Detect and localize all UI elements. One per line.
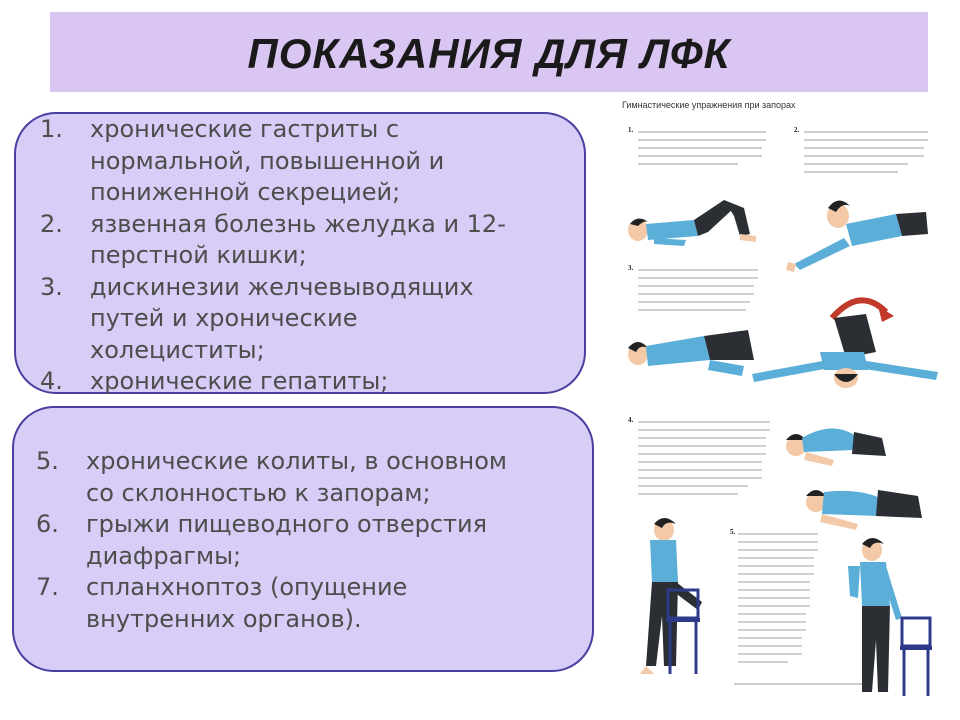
item-line: перстной кишки; <box>90 241 307 269</box>
exercise-twist-figure-icon <box>786 194 936 274</box>
exercise-kneel-figure-icon <box>802 474 932 534</box>
exercise-illustration <box>598 98 946 712</box>
item-line: грыжи пищеводного отверстия <box>86 510 488 538</box>
item-line: диафрагмы; <box>86 541 242 570</box>
step-4-caption: 4. <box>628 416 634 424</box>
item-line: холециститы; <box>90 335 265 364</box>
item-number: 6. <box>36 510 59 538</box>
item-line: дискинезии желчевыводящих <box>90 272 474 301</box>
item-number: 4. <box>40 367 63 395</box>
list-item <box>36 509 556 572</box>
item-line: спланхноптоз (опущение <box>86 573 408 601</box>
item-line: хронические колиты, в основном <box>86 447 507 475</box>
item-line: хронические гастриты с <box>90 115 400 143</box>
list-item <box>40 209 550 272</box>
exercise-kneel-figure-icon <box>782 416 892 466</box>
step-1-caption: 1. <box>628 126 634 134</box>
item-line: нормальной, повышенной и <box>90 146 445 175</box>
item-line: путей и хронические <box>90 304 358 332</box>
step-5-caption: 5. <box>730 528 736 536</box>
item-line: пониженной секрецией; <box>90 178 401 206</box>
list-item <box>40 114 550 209</box>
chair-icon <box>898 616 938 700</box>
list-item <box>36 572 556 635</box>
item-number: 3. <box>40 272 63 301</box>
exercise-twist-figure-icon <box>748 312 942 392</box>
item-line: внутренних органов). <box>86 604 362 633</box>
item-number: 1. <box>40 115 63 143</box>
item-line: язвенная болезнь желудка и 12- <box>90 209 506 238</box>
page-title: ПОКАЗАНИЯ ДЛЯ ЛФК <box>247 30 731 77</box>
list-item <box>36 446 556 509</box>
title-banner <box>50 12 928 92</box>
item-number: 2. <box>40 209 63 238</box>
list-item <box>40 272 550 367</box>
chair-icon <box>664 588 704 678</box>
illustration-title: Гимнастические упражнения при запорах <box>622 100 796 110</box>
item-number: 5. <box>36 447 59 475</box>
list-item <box>40 366 550 398</box>
indications-list-2 <box>36 446 556 635</box>
indications-list-1 <box>40 114 550 398</box>
item-number: 7. <box>36 573 59 601</box>
exercise-lying-figure-icon <box>624 194 774 250</box>
item-line: хронические гепатиты; <box>90 367 389 395</box>
step-2-caption: 2. <box>794 126 800 134</box>
item-line: со склонностью к запорам; <box>86 478 431 507</box>
step-3-caption: 3. <box>628 264 634 272</box>
